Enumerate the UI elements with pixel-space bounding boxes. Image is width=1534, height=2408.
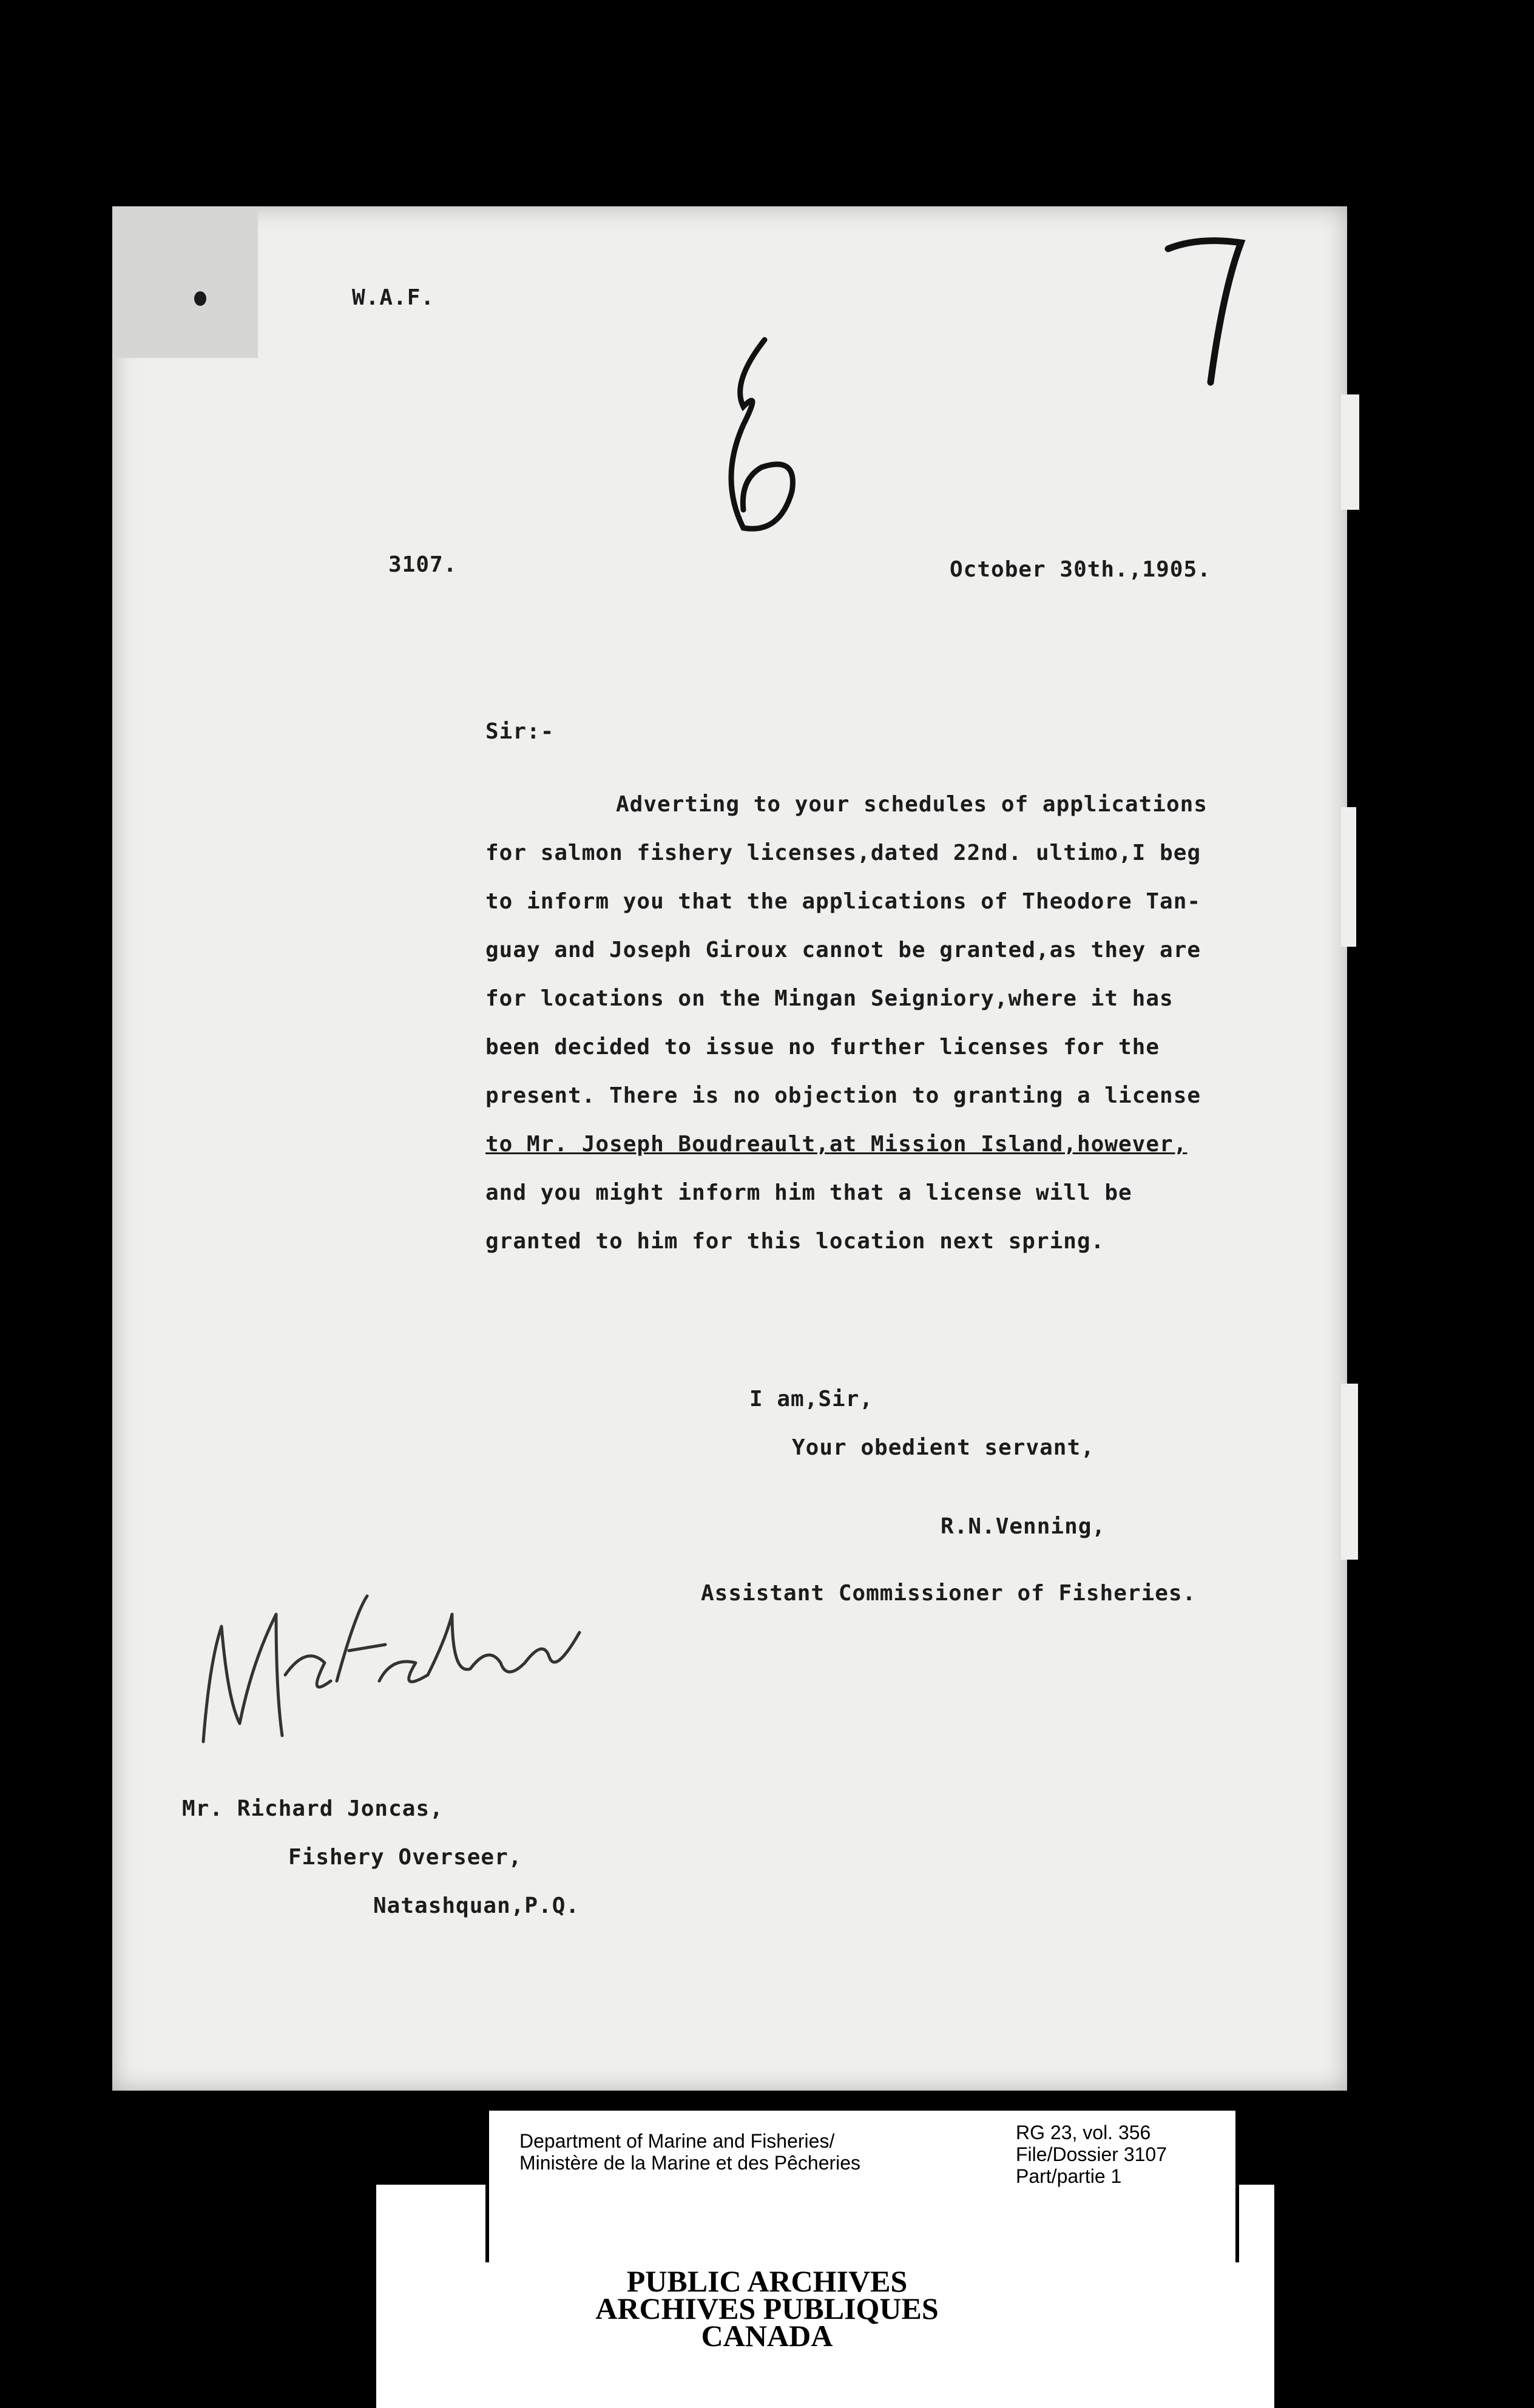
reference-volume: RG 23, vol. 356 bbox=[1016, 2122, 1151, 2143]
body-line: granted to him for this location next spring. bbox=[485, 1229, 1105, 1254]
initials: W.A.F. bbox=[352, 285, 435, 310]
archives-stamp-line-1: PUBLIC ARCHIVES bbox=[626, 2264, 908, 2298]
recipient-title: Fishery Overseer, bbox=[288, 1845, 522, 1870]
body-line: to Mr. Joseph Boudreault,at Mission Island,however, bbox=[485, 1132, 1188, 1157]
signature-title: Assistant Commissioner of Fisheries. bbox=[701, 1581, 1197, 1606]
file-number: 3107. bbox=[388, 552, 458, 577]
archive-reference-card bbox=[485, 2111, 1239, 2262]
department-french: Ministère de la Marine et des Pêcheries bbox=[519, 2152, 861, 2174]
body-line: for locations on the Mingan Seigniory,where it has bbox=[485, 986, 1174, 1011]
sheet-corner-shadow bbox=[112, 206, 258, 358]
closing-servant: Your obedient servant, bbox=[792, 1435, 1095, 1460]
closing: I am,Sir, bbox=[749, 1387, 874, 1412]
sheet-edge-fragment bbox=[1341, 807, 1356, 947]
body-line: present. There is no objection to granting a license bbox=[485, 1083, 1201, 1108]
body-line: Adverting to your schedules of applications bbox=[616, 792, 1208, 817]
body-line: guay and Joseph Giroux cannot be granted,as they are bbox=[485, 938, 1201, 962]
department-english: Department of Marine and Fisheries/ bbox=[519, 2130, 835, 2152]
reference-part: Part/partie 1 bbox=[1016, 2165, 1122, 2187]
handwritten-page-number bbox=[1156, 225, 1253, 407]
signature: R.N.Venning, bbox=[941, 1514, 1106, 1539]
recipient-name: Mr. Richard Joncas, bbox=[182, 1796, 444, 1821]
body-line: to inform you that the applications of Theodore Tan- bbox=[485, 889, 1201, 914]
body-line: for salmon fishery licenses,dated 22nd. ultimo,I beg bbox=[485, 840, 1201, 865]
sheet-edge-fragment bbox=[1341, 394, 1359, 510]
archives-stamp-line-3: CANADA bbox=[701, 2319, 833, 2353]
letter-date: October 30th.,1905. bbox=[950, 557, 1211, 582]
body-line: been decided to issue no further licenses for the bbox=[485, 1035, 1160, 1060]
sheet-edge-fragment bbox=[1341, 1384, 1358, 1560]
handwritten-margin-note bbox=[185, 1541, 610, 1772]
reference-file: File/Dossier 3107 bbox=[1016, 2143, 1167, 2165]
punch-hole bbox=[194, 291, 206, 306]
archives-stamp-line-2: ARCHIVES PUBLIQUES bbox=[595, 2291, 939, 2325]
handwritten-center-number bbox=[707, 328, 816, 546]
salutation: Sir:- bbox=[485, 719, 555, 744]
letter-sheet bbox=[112, 206, 1347, 2091]
body-line: and you might inform him that a license will be bbox=[485, 1180, 1132, 1205]
recipient-location: Natashquan,P.Q. bbox=[373, 1893, 580, 1918]
